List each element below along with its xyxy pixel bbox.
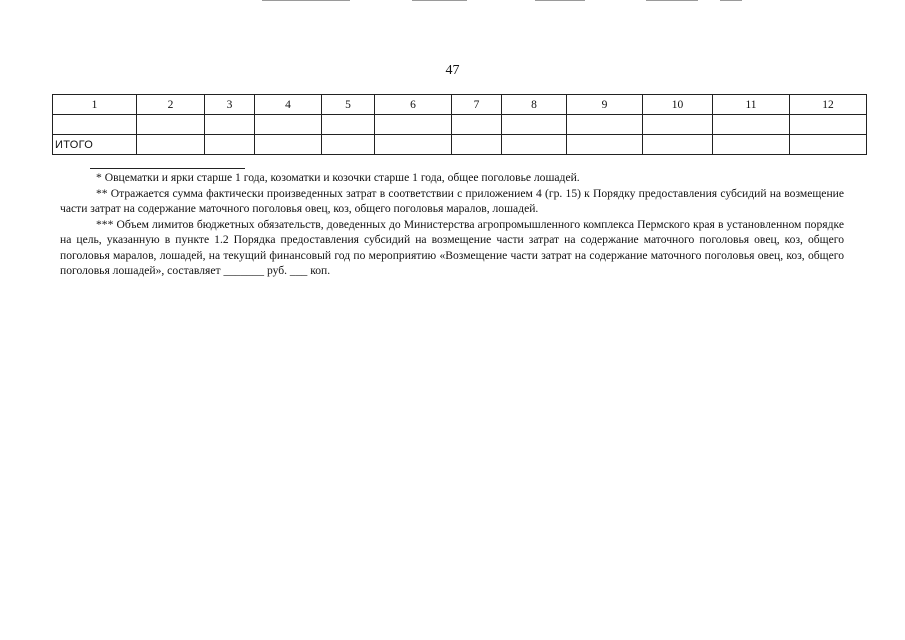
total-row (53, 135, 867, 155)
table-cell (567, 135, 643, 155)
scan-artifact-line (535, 0, 585, 1)
column-number-cell: 8 (502, 95, 567, 115)
table-cell (713, 115, 790, 135)
column-number-cell: 12 (790, 95, 867, 115)
footnotes (60, 170, 844, 279)
footnote-2: ** Отражается сумма фактически произведенных затрат в соответствии с приложением 4 (гр. 15) к Порядку предоставления субсидий на возмещение части затрат на содержание маточного поголовья овец, коз, общего поголовья маралов, лошадей. (60, 186, 844, 215)
scan-artifact-line (412, 0, 467, 1)
column-number-cell: 1 (53, 95, 137, 115)
column-number-cell: 11 (713, 95, 790, 115)
table-cell (137, 135, 205, 155)
scan-artifact-line (720, 0, 742, 1)
summary-table (52, 94, 867, 155)
table-cell (502, 115, 567, 135)
column-number-cell: 5 (322, 95, 375, 115)
column-number-cell: 7 (452, 95, 502, 115)
table-cell (790, 135, 867, 155)
column-number-cell: 10 (643, 95, 713, 115)
total-label: ИТОГО (53, 135, 137, 155)
table-cell (137, 115, 205, 135)
table-cell (502, 135, 567, 155)
column-number-cell: 2 (137, 95, 205, 115)
table-cell (205, 135, 255, 155)
table-cell (567, 115, 643, 135)
column-number-cell: 9 (567, 95, 643, 115)
table-cell (255, 135, 322, 155)
table-cell (713, 135, 790, 155)
column-number-cell: 4 (255, 95, 322, 115)
footnote-3: *** Объем лимитов бюджетных обязательств, доведенных до Министерства агропромышленного комплекса Пермского края в установленном порядке на цель, указанную в пункте 1.2 Порядка предоставления субсидий на возмещение части затрат на содержание маточного поголовья овец, коз, общего поголовья маралов, лошадей, на текущий финансовый год по мероприятию «Возмещение части затрат на содержание маточного поголовья овец, коз, общего поголовья лошадей», составляет _______ руб. ___ коп. (60, 217, 844, 277)
table-cell (375, 115, 452, 135)
scan-artifact-line (646, 0, 698, 1)
table-cell (643, 135, 713, 155)
table-cell (205, 115, 255, 135)
table-cell (375, 135, 452, 155)
table-cell (452, 115, 502, 135)
table-cell (790, 115, 867, 135)
table-cell (53, 115, 137, 135)
table-cell (255, 115, 322, 135)
table-cell (643, 115, 713, 135)
column-number-row (53, 95, 867, 115)
table-cell (452, 135, 502, 155)
scan-artifact-line (262, 0, 350, 1)
page-number: 47 (445, 63, 460, 78)
column-number-cell: 6 (375, 95, 452, 115)
table-cell (322, 115, 375, 135)
footnote-separator (90, 168, 245, 169)
footnote-1: * Овцематки и ярки старше 1 года, козоматки и козочки старше 1 года, общее поголовье лошадей. (96, 171, 580, 184)
table-row (53, 115, 867, 135)
column-number-cell: 3 (205, 95, 255, 115)
table-cell (322, 135, 375, 155)
